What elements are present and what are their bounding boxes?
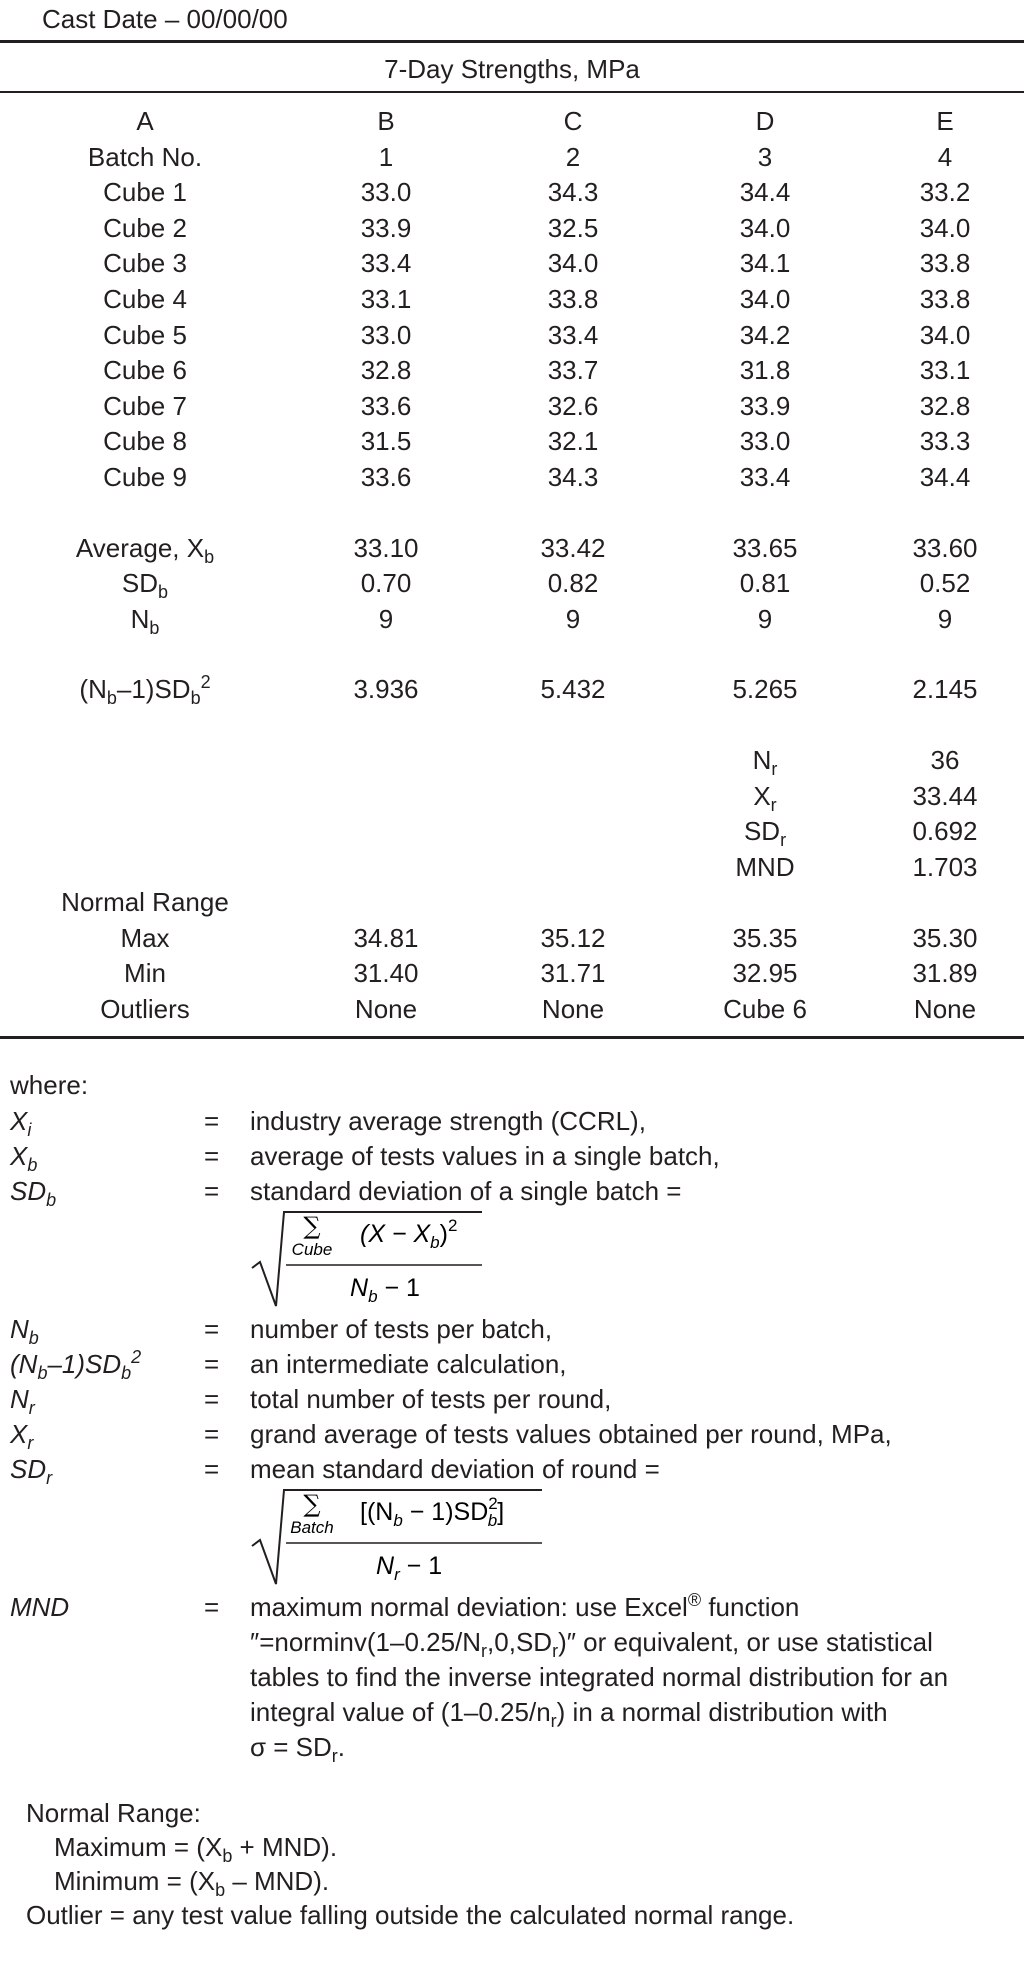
equals-sign: = bbox=[204, 1384, 220, 1414]
row-label: Min bbox=[124, 958, 166, 989]
table-cell: 34.0 bbox=[739, 212, 791, 243]
table-cell: 5.432 bbox=[540, 674, 606, 705]
table-cell: 0.81 bbox=[739, 568, 791, 599]
row-label: Average, $X_b$ bbox=[75, 532, 215, 567]
table-cell: 32.95 bbox=[732, 958, 798, 989]
table-cell: 1 bbox=[378, 141, 394, 172]
normal-range-label: Normal Range: bbox=[26, 1798, 201, 1828]
minimum-formula: Minimum = $(X_b - MND)$. bbox=[54, 1866, 330, 1900]
table-cell: 33.7 bbox=[547, 355, 599, 386]
table-cell: 35.30 bbox=[912, 922, 978, 953]
bottom-rule bbox=[0, 1036, 1024, 1039]
round-label: MND bbox=[735, 851, 795, 882]
table-cell: 34.0 bbox=[547, 248, 599, 279]
definition-xi bbox=[0, 1104, 1024, 1139]
spacer-row bbox=[0, 496, 1024, 531]
round-label: $X_r$ bbox=[753, 780, 777, 815]
column-header: C bbox=[563, 106, 583, 136]
table-cell: 34.2 bbox=[739, 319, 791, 350]
equals-sign: = bbox=[204, 1314, 220, 1344]
row-label: Cube 8 bbox=[103, 426, 187, 457]
round-label: $SD_r$ bbox=[743, 816, 787, 851]
numerator: [$(N_b - 1)SD^2$ b] bbox=[360, 1494, 505, 1530]
sd-row bbox=[0, 566, 1024, 602]
definition-text: standard deviation of a single batch = bbox=[250, 1176, 682, 1206]
spacer-row bbox=[0, 708, 1024, 743]
table-cell: 33.3 bbox=[919, 426, 971, 457]
table-cell: 33.6 bbox=[360, 390, 412, 421]
round-label: $N_r$ bbox=[752, 744, 778, 779]
table-cell: 4 bbox=[937, 141, 953, 172]
maximum-formula: Maximum = $(X_b + MND)$. bbox=[54, 1832, 338, 1866]
symbol: $N_b$ bbox=[10, 1314, 39, 1348]
table-cell: 31.8 bbox=[739, 355, 791, 386]
table-cell: 33.10 bbox=[353, 532, 419, 563]
normal-range-heading: Normal Range bbox=[61, 887, 229, 918]
table-cell: 34.0 bbox=[919, 319, 971, 350]
table-cell: 31.89 bbox=[912, 958, 978, 989]
equals-sign: = bbox=[204, 1106, 220, 1136]
definition-text: number of tests per batch, bbox=[250, 1314, 553, 1344]
table-cell: 33.0 bbox=[360, 319, 412, 350]
row-label: $(N_b-1)SD_b^2$ bbox=[79, 672, 211, 709]
equals-sign: = bbox=[204, 1349, 220, 1379]
table-cell: 0.70 bbox=[360, 568, 412, 599]
symbol: $X_i$ bbox=[10, 1106, 32, 1140]
table-cell: 33.6 bbox=[360, 461, 412, 492]
row-label: Cube 7 bbox=[103, 390, 187, 421]
row-label: $SD_b$ bbox=[121, 568, 169, 603]
table-cell: 35.12 bbox=[540, 922, 606, 953]
table-cell: 34.3 bbox=[547, 461, 599, 492]
row-label: Cube 1 bbox=[103, 177, 187, 208]
table-cell: 33.1 bbox=[360, 283, 412, 314]
table-cell: None bbox=[354, 994, 418, 1025]
table-cell: Cube 6 bbox=[723, 994, 807, 1025]
cube-row bbox=[0, 424, 1024, 460]
column-header: A bbox=[136, 106, 154, 136]
mnd-line-4: integral value of $(1-0.25/n_r)$ in a normal distribution with bbox=[250, 1697, 888, 1731]
table-cell: 33.60 bbox=[912, 532, 978, 563]
round-sdr-row bbox=[0, 814, 1024, 850]
table-cell: 2 bbox=[565, 141, 581, 172]
header-rule bbox=[0, 91, 1024, 93]
table-title: 7-Day Strengths, MPa bbox=[384, 54, 640, 84]
normal-range-heading-row bbox=[0, 885, 1024, 921]
max-row bbox=[0, 921, 1024, 957]
table-cell: 34.4 bbox=[919, 461, 971, 492]
table-cell: 3.936 bbox=[353, 674, 419, 705]
table-cell: 33.4 bbox=[739, 461, 791, 492]
table-cell: 33.0 bbox=[739, 426, 791, 457]
table-cell: 32.1 bbox=[547, 426, 599, 457]
row-label: Cube 5 bbox=[103, 319, 187, 350]
definition-text bbox=[250, 1590, 1024, 1765]
round-mnd-row bbox=[0, 850, 1024, 886]
cube-row bbox=[0, 318, 1024, 354]
sdr-formula bbox=[250, 1488, 550, 1588]
table-cell: 32.6 bbox=[547, 390, 599, 421]
table-cell: 34.3 bbox=[547, 177, 599, 208]
table-cell: 33.0 bbox=[360, 177, 412, 208]
mnd-line-2: $''=norminv(1-0.25/N_r,0,SD_r)''$ or equivalent, or use statistical bbox=[250, 1627, 933, 1661]
definition-xb bbox=[0, 1139, 1024, 1174]
table-cell: 0.52 bbox=[919, 568, 971, 599]
equals-sign: = bbox=[204, 1176, 220, 1206]
definition-sdb bbox=[0, 1174, 1024, 1209]
table-cell: 33.8 bbox=[919, 248, 971, 279]
table-cell: 9 bbox=[565, 603, 581, 634]
column-header: B bbox=[377, 106, 395, 136]
row-label: Cube 6 bbox=[103, 355, 187, 386]
table-cell: 3 bbox=[757, 141, 773, 172]
row-label: Max bbox=[120, 922, 170, 953]
cube-row bbox=[0, 460, 1024, 496]
symbol: $(N_b-1)SD_b^2$ bbox=[10, 1347, 142, 1383]
column-header: D bbox=[755, 106, 775, 136]
n-row bbox=[0, 602, 1024, 638]
table-cell: 34.0 bbox=[919, 212, 971, 243]
table-cell: 34.1 bbox=[739, 248, 791, 279]
intermediate-row bbox=[0, 672, 1024, 708]
table-cell: None bbox=[913, 994, 977, 1025]
batch-row bbox=[0, 140, 1024, 176]
table-cell: 32.5 bbox=[547, 212, 599, 243]
round-value: 1.703 bbox=[912, 851, 978, 882]
definition-intermediate bbox=[0, 1347, 1024, 1382]
cube-row bbox=[0, 211, 1024, 247]
numerator: $(X - X_b)^2$ bbox=[360, 1216, 458, 1252]
round-value: 0.692 bbox=[912, 816, 978, 847]
equals-sign: = bbox=[204, 1141, 220, 1171]
equals-sign: = bbox=[204, 1454, 220, 1484]
table-cell: 32.8 bbox=[360, 355, 412, 386]
outlier-definition: Outlier = any test value falling outside the calculated normal range. bbox=[26, 1900, 795, 1930]
table-cell: 33.65 bbox=[732, 532, 798, 563]
table-cell: 33.9 bbox=[739, 390, 791, 421]
table-cell: 33.4 bbox=[360, 248, 412, 279]
symbol: $N_r$ bbox=[10, 1384, 35, 1418]
definition-nr bbox=[0, 1382, 1024, 1417]
table-cell: 9 bbox=[937, 603, 953, 634]
spacer-row bbox=[0, 637, 1024, 672]
row-label: Cube 9 bbox=[103, 461, 187, 492]
sdb-formula bbox=[250, 1210, 510, 1310]
denominator: $N_b - 1$ bbox=[350, 1274, 420, 1306]
definition-xr bbox=[0, 1417, 1024, 1452]
table-cell: 33.8 bbox=[919, 283, 971, 314]
cube-row bbox=[0, 246, 1024, 282]
average-row bbox=[0, 531, 1024, 567]
cube-row bbox=[0, 353, 1024, 389]
table-cell: 0.82 bbox=[547, 568, 599, 599]
cube-row bbox=[0, 175, 1024, 211]
table-cell: 9 bbox=[378, 603, 394, 634]
where-label: where: bbox=[10, 1070, 89, 1100]
definition-text: grand average of tests values obtained per round, MPa, bbox=[250, 1419, 892, 1449]
table-cell: 34.4 bbox=[739, 177, 791, 208]
equals-sign: = bbox=[204, 1592, 220, 1622]
summation-sign: ∑ bbox=[303, 1212, 321, 1240]
min-row bbox=[0, 956, 1024, 992]
cube-row bbox=[0, 389, 1024, 425]
mnd-line-1: maximum normal deviation: use Excel® function bbox=[250, 1590, 800, 1622]
summation-index: Batch bbox=[290, 1518, 334, 1537]
strength-table bbox=[0, 104, 1024, 1028]
summation-sign: ∑ bbox=[303, 1490, 321, 1518]
symbol: $X_r$ bbox=[10, 1419, 34, 1453]
round-value: 33.44 bbox=[912, 780, 978, 811]
table-cell: 33.9 bbox=[360, 212, 412, 243]
definition-text: total number of tests per round, bbox=[250, 1384, 612, 1414]
definition-mnd bbox=[0, 1590, 1024, 1765]
definition-text: average of tests values in a single batch, bbox=[250, 1141, 720, 1171]
symbol: MND bbox=[10, 1592, 70, 1622]
row-label: $N_b$ bbox=[130, 603, 160, 638]
table-cell: 2.145 bbox=[912, 674, 978, 705]
table-cell: 34.0 bbox=[739, 283, 791, 314]
definition-sdr bbox=[0, 1452, 1024, 1487]
row-label: Outliers bbox=[100, 994, 190, 1025]
table-cell: 33.42 bbox=[540, 532, 606, 563]
table-cell: 5.265 bbox=[732, 674, 798, 705]
definition-text: industry average strength (CCRL), bbox=[250, 1106, 646, 1136]
symbol: $SD_r$ bbox=[10, 1454, 53, 1488]
cube-row bbox=[0, 282, 1024, 318]
round-value: 36 bbox=[930, 744, 960, 775]
column-header: E bbox=[936, 106, 954, 136]
table-cell: 33.8 bbox=[547, 283, 599, 314]
table-cell: None bbox=[541, 994, 605, 1025]
definition-text: an intermediate calculation, bbox=[250, 1349, 567, 1379]
mnd-line-3: tables to find the inverse integrated normal distribution for an bbox=[250, 1662, 949, 1692]
definition-text: mean standard deviation of round = bbox=[250, 1454, 660, 1484]
symbol: $SD_b$ bbox=[10, 1176, 57, 1210]
table-cell: 31.40 bbox=[353, 958, 419, 989]
equals-sign: = bbox=[204, 1419, 220, 1449]
table-cell: 34.81 bbox=[353, 922, 419, 953]
cast-date: Cast Date – 00/00/00 bbox=[42, 4, 288, 34]
table-cell: 31.71 bbox=[540, 958, 606, 989]
table-cell: 31.5 bbox=[360, 426, 412, 457]
table-cell: 33.1 bbox=[919, 355, 971, 386]
table-cell: 9 bbox=[757, 603, 773, 634]
definition-nb bbox=[0, 1312, 1024, 1347]
table-cell: 33.4 bbox=[547, 319, 599, 350]
table-cell: 33.2 bbox=[919, 177, 971, 208]
row-label: Cube 3 bbox=[103, 248, 187, 279]
outliers-row bbox=[0, 992, 1024, 1028]
round-xr-row bbox=[0, 779, 1024, 815]
denominator: $N_r - 1$ bbox=[376, 1552, 443, 1584]
round-nr-row bbox=[0, 743, 1024, 779]
row-label: Batch No. bbox=[87, 141, 203, 172]
row-label: Cube 2 bbox=[103, 212, 187, 243]
mnd-line-5: $\sigma = SD_r$. bbox=[250, 1732, 346, 1766]
symbol: $X_b$ bbox=[10, 1141, 38, 1175]
row-label: Cube 4 bbox=[103, 283, 187, 314]
column-letter-row bbox=[0, 104, 1024, 140]
summation-index: Cube bbox=[291, 1240, 333, 1259]
table-cell: 35.35 bbox=[732, 922, 798, 953]
table-cell: 32.8 bbox=[919, 390, 971, 421]
top-rule bbox=[0, 40, 1024, 43]
